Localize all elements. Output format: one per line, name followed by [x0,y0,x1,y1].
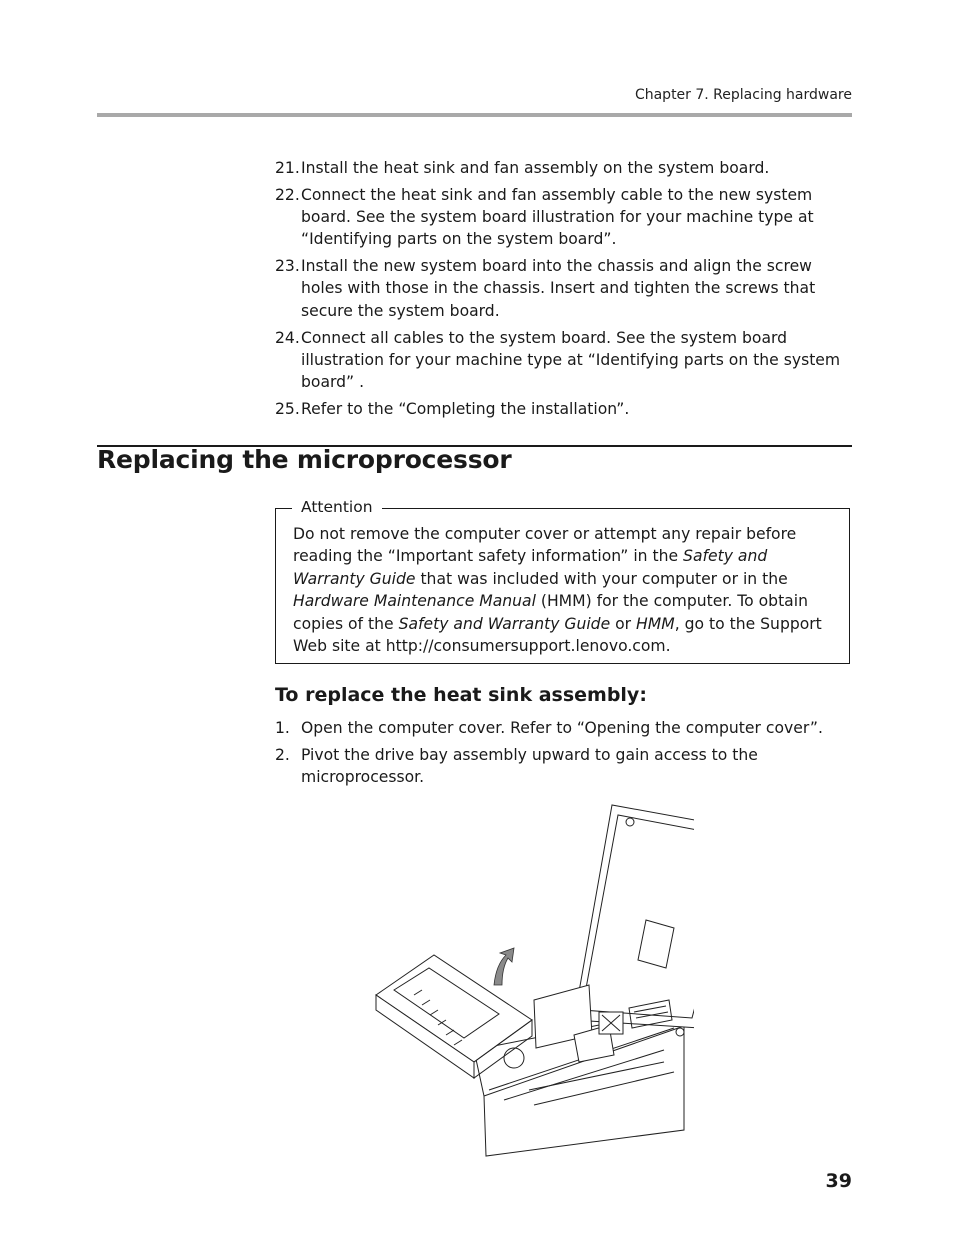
step-number: 25. [275,399,300,418]
list-item [275,327,855,394]
step-number: 24. [275,328,300,347]
procedure-heading: To replace the heat sink assembly: [275,684,647,706]
step-number: 21. [275,159,300,177]
attention-text-part: , go to the Support Web site at http://consumersupport.lenovo.com. [293,614,822,656]
list-item [275,717,855,739]
computer-open-illustration [374,800,694,1160]
list-item [275,157,855,179]
list-item [275,184,855,251]
page-number: 39 [825,1170,852,1192]
attention-label: Attention [292,498,382,516]
step-number: 2. [275,745,290,764]
step-text: Refer to the “Completing the installation”. [301,399,630,418]
header-rule [97,113,852,117]
attention-italic-part: Hardware Maintenance Manual [293,592,536,611]
attention-text-part: Do not remove the computer cover or attempt any repair before reading the “Important safety information” in the [293,525,797,566]
attention-text-part: that was included with your computer or in the [415,569,788,588]
attention-italic-part: Safety and Warranty Guide [293,547,768,588]
running-header: Chapter 7. Replacing hardware [634,87,852,103]
step-text: Pivot the drive bay assembly upward to gain access to the microprocessor. [301,745,758,787]
step-text: Open the computer cover. Refer to “Opening the computer cover”. [301,719,823,737]
step-list-bottom [275,717,855,793]
list-item [275,255,855,322]
step-text: Install the new system board into the chassis and align the screw holes with those in the chassis. Insert and tighten the screws that secure the system board. [301,257,816,320]
list-item [275,398,855,420]
attention-italic-part: Safety and Warranty Guide [398,614,611,633]
pivot-arrow-icon [494,948,514,985]
attention-text-part: or [610,614,637,633]
section-title: Replacing the microprocessor [97,445,512,474]
step-text: Install the heat sink and fan assembly on the system board. [301,159,770,177]
step-text: Connect the heat sink and fan assembly cable to the new system board. See the system board illustration for your machine type at “Identifying parts on the system board”. [301,185,814,249]
attention-text [293,523,838,657]
step-number: 23. [275,257,300,276]
step-number: 22. [275,185,300,204]
list-item [275,744,855,789]
step-number: 1. [275,719,290,737]
attention-italic-part: HMM [636,614,675,633]
attention-text-part: (HMM) for the computer. To obtain copies of the [293,592,808,633]
step-text: Connect all cables to the system board. See the system board illustration for your machine type at “Identifying parts on the system board” . [301,328,841,392]
step-list-top [275,157,855,425]
